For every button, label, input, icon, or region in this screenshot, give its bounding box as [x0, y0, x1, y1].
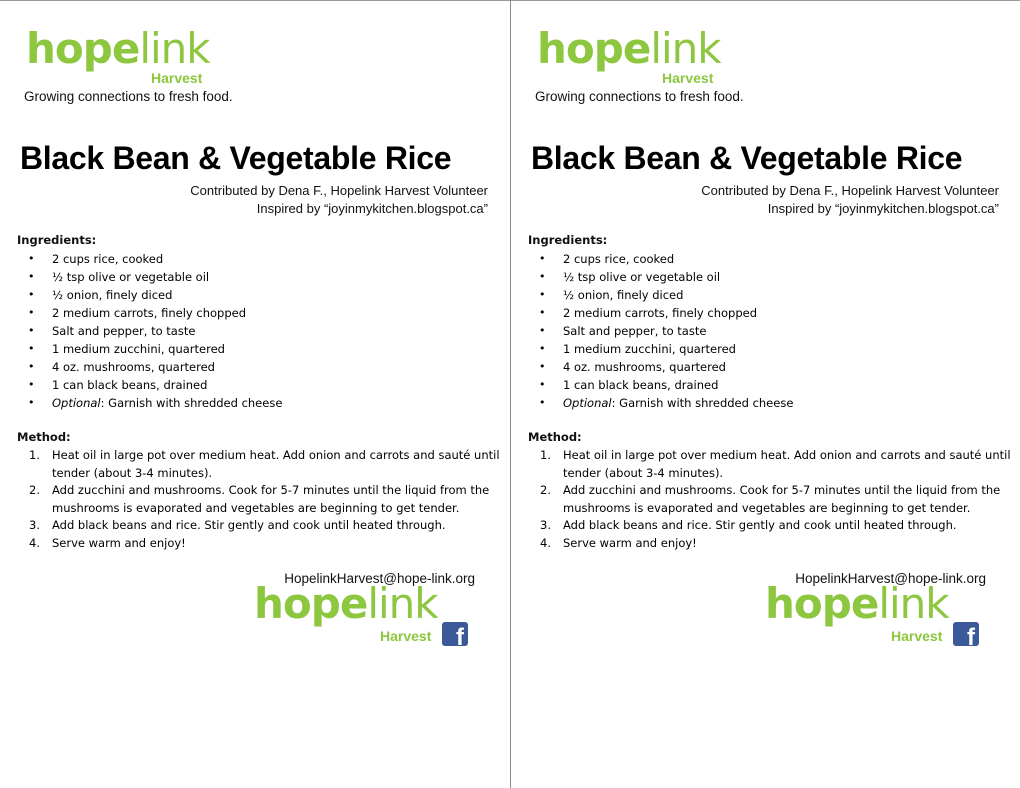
list-item: • 1 medium zucchini, quartered [28, 342, 225, 356]
method-step: 3. Add black beans and rice. Stir gently and cook until heated through. [540, 518, 957, 532]
bullet-icon: • [28, 396, 35, 409]
bullet-icon: • [539, 378, 546, 391]
method-heading: Method: [17, 430, 71, 444]
list-item: • ½ tsp olive or vegetable oil [28, 270, 210, 284]
list-item: • Salt and pepper, to taste [28, 324, 196, 338]
list-item: • ½ onion, finely diced [539, 288, 684, 302]
logo-link-text: link [139, 24, 210, 73]
bullet-icon: • [539, 306, 546, 319]
bullet-icon: • [28, 378, 35, 391]
list-item-optional: • Optional: Garnish with shredded cheese [539, 396, 794, 410]
list-item: • 2 medium carrots, finely chopped [539, 306, 757, 320]
logo-harvest-text: Harvest [662, 70, 714, 86]
bullet-icon: • [28, 288, 35, 301]
footer-hopelink-logo: hopelink Harvest f [765, 584, 985, 648]
inspired-by: Inspired by “joyinmykitchen.blogspot.ca” [767, 201, 999, 216]
method-step: 2. Add zucchini and mushrooms. Cook for 5-7 minutes until the liquid from the mushrooms is evaporated and vegetables are beginning to get tender. [540, 483, 1001, 515]
list-item: • ½ onion, finely diced [28, 288, 173, 302]
method-heading: Method: [528, 430, 582, 444]
list-item: • 1 medium zucchini, quartered [539, 342, 736, 356]
tagline: Growing connections to fresh food. [24, 89, 233, 104]
bullet-icon: • [28, 270, 35, 283]
recipe-credits [190, 182, 488, 218]
footer-hopelink-logo: hopelink Harvest f [254, 584, 474, 648]
bullet-icon: • [28, 306, 35, 319]
logo-link-text: link [650, 24, 721, 73]
method-list [535, 447, 1015, 552]
logo-hope-text: hope [537, 24, 651, 73]
bullet-icon: • [28, 342, 35, 355]
list-item-optional: • Optional: Garnish with shredded cheese [28, 396, 283, 410]
list-item: • 2 cups rice, cooked [28, 252, 164, 266]
method-step: 4. Serve warm and enjoy! [29, 535, 186, 550]
hopelink-harvest-logo [26, 24, 226, 90]
method-step: 3. Add black beans and rice. Stir gently and cook until heated through. [29, 518, 446, 532]
list-item: • Salt and pepper, to taste [539, 324, 707, 338]
bullet-icon: • [539, 288, 546, 301]
contributed-by: Contributed by Dena F., Hopelink Harvest Volunteer [190, 183, 488, 198]
contact-email[interactable]: HopelinkHarvest@hope-link.org [795, 571, 986, 586]
contact-email[interactable]: HopelinkHarvest@hope-link.org [284, 571, 475, 586]
list-item: • 2 cups rice, cooked [539, 252, 675, 266]
logo-hope-text: hope [26, 24, 140, 73]
facebook-icon[interactable]: f [953, 622, 979, 646]
recipe-card-right [511, 0, 1011, 788]
list-item: • 4 oz. mushrooms, quartered [539, 360, 726, 374]
bullet-icon: • [539, 342, 546, 355]
facebook-icon[interactable]: f [442, 622, 468, 646]
list-item: • 1 can black beans, drained [539, 378, 719, 392]
bullet-icon: • [539, 324, 546, 337]
bullet-icon: • [539, 396, 546, 409]
hopelink-harvest-logo [537, 24, 737, 90]
list-item: • 4 oz. mushrooms, quartered [28, 360, 215, 374]
bullet-icon: • [28, 324, 35, 337]
bullet-icon: • [539, 360, 546, 373]
list-item: • ½ tsp olive or vegetable oil [539, 270, 721, 284]
list-item: • 2 medium carrots, finely chopped [28, 306, 246, 320]
ingredients-list [24, 250, 282, 412]
logo-harvest-text: Harvest [151, 70, 203, 86]
bullet-icon: • [28, 360, 35, 373]
bullet-icon: • [28, 252, 35, 265]
method-step: 1. Heat oil in large pot over medium heat. Add onion and carrots and sauté until tender (about 3-4 minutes). [29, 448, 500, 480]
recipe-title: Black Bean & Vegetable Rice [531, 140, 963, 176]
recipe-credits [701, 182, 999, 218]
ingredients-heading: Ingredients: [17, 233, 97, 247]
ingredients-heading: Ingredients: [528, 233, 608, 247]
tagline: Growing connections to fresh food. [535, 89, 744, 104]
recipe-title: Black Bean & Vegetable Rice [20, 140, 452, 176]
bullet-icon: • [539, 270, 546, 283]
list-item: • 1 can black beans, drained [28, 378, 208, 392]
ingredients-list [535, 250, 793, 412]
method-step: 1. Heat oil in large pot over medium heat. Add onion and carrots and sauté until tender (about 3-4 minutes). [540, 448, 1011, 480]
contributed-by: Contributed by Dena F., Hopelink Harvest Volunteer [701, 183, 999, 198]
inspired-by: Inspired by “joyinmykitchen.blogspot.ca” [256, 201, 488, 216]
recipe-card-left [0, 0, 500, 788]
method-step: 4. Serve warm and enjoy! [540, 535, 697, 550]
bullet-icon: • [539, 252, 546, 265]
method-step: 2. Add zucchini and mushrooms. Cook for 5-7 minutes until the liquid from the mushrooms is evaporated and vegetables are beginning to get tender. [29, 483, 490, 515]
method-list [24, 447, 504, 552]
